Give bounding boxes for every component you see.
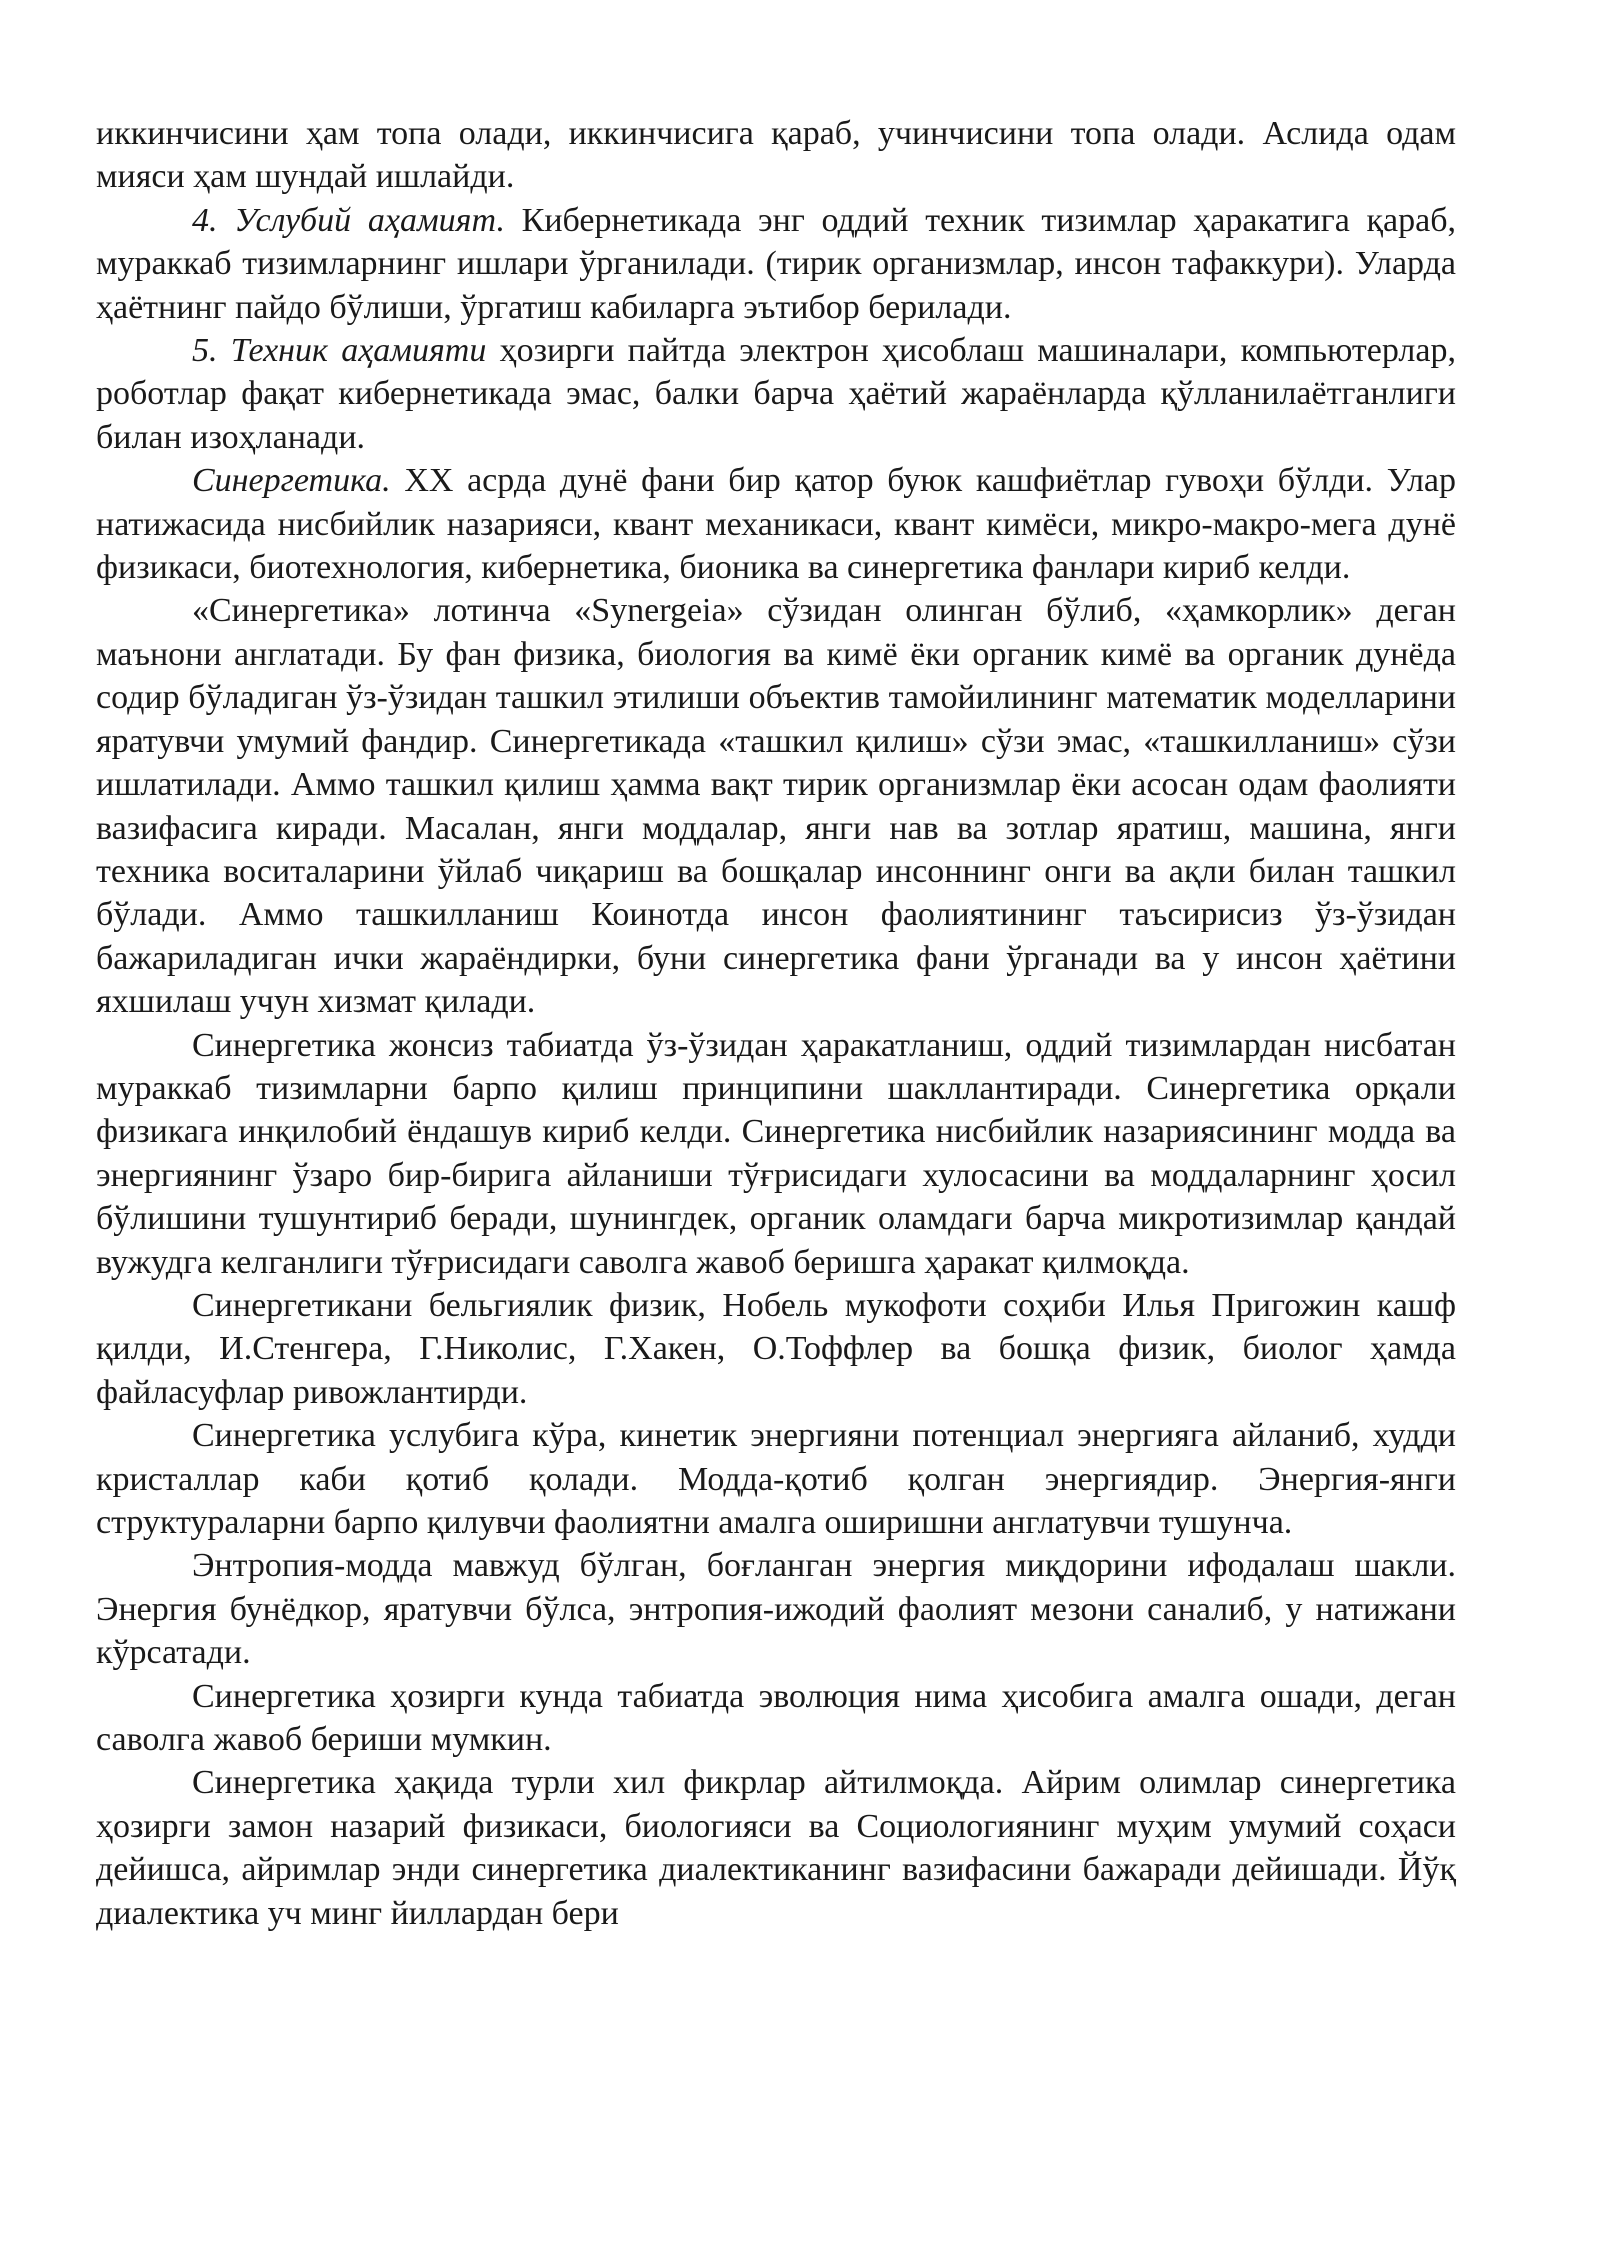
paragraph-9-text: Энтропия-модда мавжуд бўлган, боғланган энергия миқдорини ифодалаш шакли. Энергия бунёдкор, яратувчи бўлса, энтропия-ижодий фаолият мезони саналиб, у натижани кўрсатади. (96, 1547, 1456, 1672)
paragraph-3 (96, 329, 1456, 459)
paragraph-5 (96, 589, 1456, 1023)
paragraph-11-text: Синергетика ҳақида турли хил фикрлар айтилмоқда. Айрим олимлар синергетика ҳозирги замон назарий физикаси, биологияси ва Социологиянинг муҳим умумий соҳаси дейишса, айримлар энди синергетика диалектиканинг вазифасини бажаради дейишади. Йўқ диалектика уч минг йиллардан бери (96, 1764, 1456, 1932)
paragraph-6-text: Синергетика жонсиз табиатда ўз-ўзидан ҳаракатланиш, оддий тизимлардан нисбатан мураккаб тизимларни барпо қилиш принципини шакллантиради. Синергетика орқали физикага инқилобий ёндашув кириб келди. Синергетика нисбийлик назариясининг модда ва энергиянинг ўзаро бир-бирига айланиши тўғрисидаги хулосасини ва моддаларнинг ҳосил бўлишини тушунтириб беради, шунингдек, органик оламдаги барча микротизимлар қандай вужудга келганлиги тўғрисидаги саволга жавоб беришга ҳаракат қилмоқда. (96, 1026, 1456, 1281)
paragraph-11 (96, 1761, 1456, 1935)
paragraph-4 (96, 459, 1456, 589)
paragraph-3-lead: 5. Техник аҳамияти (192, 332, 487, 370)
paragraph-7 (96, 1284, 1456, 1414)
paragraph-6 (96, 1024, 1456, 1284)
paragraph-1 (96, 112, 1456, 199)
paragraph-2-text: Кибернетикада энг оддий техник тизимлар ҳаракатига қараб, мураккаб тизимларнинг ишлари ўрганилади. (тирик организмлар, инсон тафаккури). Уларда ҳаётнинг пайдо бўлиши, ўргатиш кабиларга эътибор берилади. (96, 201, 1457, 326)
paragraph-2 (96, 199, 1456, 329)
paragraph-5-text: «Синергетика» лотинча «Synergeia» сўзидан олинган бўлиб, «ҳамкорлик» деган маънони англатади. Бу фан физика, биология ва кимё ёки органик кимё ва органик дунёда содир бўладиган ўз-ўзидан ташкил этилиши объектив тамойилининг математик моделларини яратувчи умумий фандир. Синергетикада «ташкил қилиш» сўзи эмас, «ташкилланиш» сўзи ишлатилади. Аммо ташкил қилиш ҳамма вақт тирик организмлар ёки асосан одам фаолияти вазифасига киради. Масалан, янги моддалар, янги нав ва зотлар яратиш, машина, янги техника воситаларини ўйлаб чиқариш ва бошқалар инсоннинг онги ва ақли билан ташкил бўлади. Аммо ташкилланиш Коинотда инсон фаолиятининг таъсирисиз ўз-ўзидан бажариладиган ички жараёндирки, буни синергетика фани ўрганади ва у инсон ҳаётини яхшилаш учун хизмат қилади. (96, 592, 1456, 1021)
paragraph-3-text: ҳозирги пайтда электрон ҳисоблаш машиналари, компьютерлар, роботлар фақат кибернетикада эмас, балки барча ҳаётий жараёнларда қўлланилаётганлиги билан изоҳланади. (96, 332, 1456, 456)
paragraph-8 (96, 1414, 1456, 1544)
paragraph-9 (96, 1544, 1456, 1674)
paragraph-8-text: Синергетика услубига кўра, кинетик энергияни потенциал энергияга айланиб, худди кристаллар каби қотиб қолади. Модда-қотиб қолган энергиядир. Энергия-янги структураларни барпо қилувчи фаолиятни амалга оширишни англатувчи тушунча. (96, 1417, 1456, 1541)
paragraph-1-text: иккинчисини ҳам топа олади, иккинчисига қараб, учинчисини топа олади. Аслида одам мияси ҳам шундай ишлайди. (96, 115, 1456, 196)
paragraph-10 (96, 1675, 1456, 1762)
paragraph-4-text: XX асрда дунё фани бир қатор буюк кашфиётлар гувоҳи бўлди. Улар натижасида нисбийлик назарияси, квант механикаси, квант кимёси, микро-макро-мега дунё физикаси, биотехнология, кибернетика, бионика ва синергетика фанлари кириб келди. (96, 462, 1456, 587)
document-page (96, 112, 1456, 1935)
paragraph-7-text: Синергетикани бельгиялик физик, Нобель мукофоти соҳиби Илья Пригожин кашф қилди, И.Стенгера, Г.Николис, Г.Хакен, О.Тоффлер ва бошқа физик, биолог ҳамда файласуфлар ривожлантирди. (96, 1286, 1456, 1411)
paragraph-10-text: Синергетика ҳозирги кунда табиатда эволюция нима ҳисобига амалга ошади, деган саволга жавоб бериши мумкин. (96, 1677, 1456, 1759)
paragraph-4-lead: Синергетика. (192, 462, 391, 500)
paragraph-2-lead: 4. Услубий аҳамият. (192, 201, 505, 239)
